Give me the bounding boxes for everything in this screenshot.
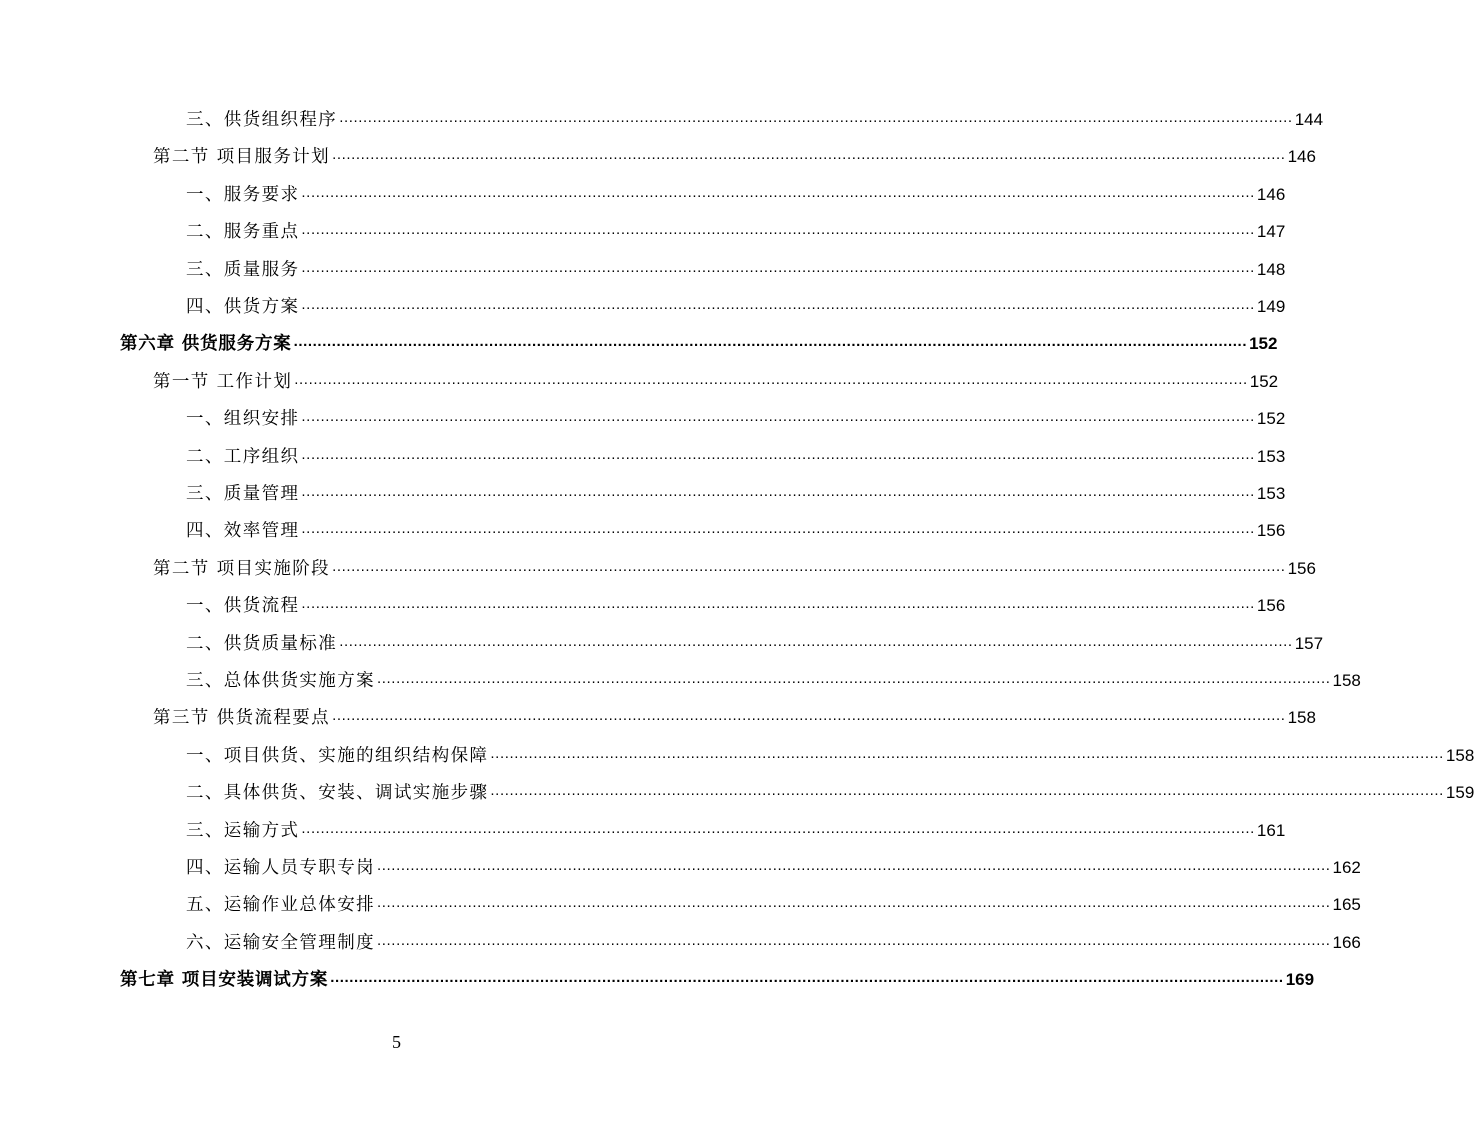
toc-entry-page: 149 — [1256, 297, 1286, 316]
toc-entry-title: 三、供货组织程序 — [186, 110, 338, 130]
toc-entry[interactable] — [153, 363, 1279, 393]
toc-entry-page: 153 — [1256, 484, 1286, 503]
toc-entry-title: 第二节 项目服务计划 — [153, 147, 331, 168]
toc-entry-page: 153 — [1256, 446, 1286, 466]
dot-leader: ........................................................................................................................................................................................................ — [339, 632, 1293, 650]
toc-entry-page: 148 — [1256, 259, 1286, 279]
toc-entry-page: 156 — [1287, 558, 1316, 578]
toc-entry-page: 146 — [1256, 184, 1286, 204]
toc-entry-page: 165 — [1332, 895, 1361, 915]
toc-entry[interactable] — [186, 101, 1324, 131]
toc-entry-page: 144 — [1294, 110, 1324, 129]
toc-entry-page: 152 — [1249, 334, 1278, 354]
toc-entry-title: 一、服务要求 — [186, 184, 300, 205]
toc-entry-title: 四、效率管理 — [186, 521, 300, 542]
toc-entry-page: 166 — [1332, 932, 1361, 952]
toc-entry-title: 第六章 供货服务方案 — [120, 334, 292, 355]
toc-entry[interactable] — [186, 886, 1361, 916]
dot-leader: ........................................................................................................................................................................................................ — [332, 146, 1286, 164]
dot-leader: ........................................................................................................................................................................................................ — [301, 258, 1255, 276]
toc-entry[interactable] — [186, 213, 1286, 243]
toc-entry-title: 四、运输人员专职专岗 — [186, 858, 375, 878]
dot-leader: ........................................................................................................................................................................................................ — [301, 183, 1255, 201]
toc-entry-page: 162 — [1332, 858, 1361, 877]
dot-leader: ........................................................................................................................................................................................................ — [301, 520, 1255, 538]
dot-leader: ........................................................................................................................................................................................................ — [301, 408, 1255, 426]
toc-entry-title: 二、工序组织 — [186, 446, 300, 467]
toc-entry-title: 第二节 项目实施阶段 — [153, 558, 331, 579]
toc-entry-title: 一、组织安排 — [186, 409, 300, 430]
dot-leader: ........................................................................................................................................................................................................ — [301, 221, 1255, 239]
toc-chapter-entry[interactable] — [120, 325, 1278, 355]
dot-leader: ........................................................................................................................................................................................................ — [301, 819, 1255, 837]
toc-chapter-entry[interactable] — [120, 961, 1315, 991]
toc-entry[interactable] — [186, 251, 1286, 281]
dot-leader: ........................................................................................................................................................................................................ — [301, 296, 1255, 313]
toc-entry-title: 四、供货方案 — [186, 297, 300, 317]
toc-entry-title: 二、具体供货、安装、调试实施步骤 — [186, 783, 489, 804]
toc-entry[interactable] — [186, 625, 1324, 655]
toc-entry[interactable] — [186, 737, 1474, 767]
toc-entry[interactable] — [186, 849, 1361, 879]
toc-entry[interactable] — [186, 400, 1286, 430]
toc-entry-title: 第一节 工作计划 — [153, 371, 293, 392]
toc-entry-title: 二、供货质量标准 — [186, 633, 338, 654]
toc-entry[interactable] — [186, 475, 1286, 505]
toc-entry-title: 三、运输方式 — [186, 820, 300, 841]
dot-leader: ........................................................................................................................................................................................................ — [301, 445, 1255, 463]
toc-entry-title: 五、运输作业总体安排 — [186, 895, 375, 916]
toc-entry-title: 第七章 项目安装调试方案 — [120, 970, 329, 991]
dot-leader: ........................................................................................................................................................................................................ — [490, 782, 1444, 800]
dot-leader: ........................................................................................................................................................................................................ — [377, 894, 1331, 912]
toc-entry-title: 第三节 供货流程要点 — [153, 708, 331, 729]
toc-entry[interactable] — [186, 288, 1286, 318]
toc-entry-page: 169 — [1285, 970, 1315, 990]
dot-leader: ........................................................................................................................................................................................................ — [377, 931, 1331, 949]
toc-entry-page: 159 — [1445, 783, 1474, 803]
toc-entry[interactable] — [153, 550, 1316, 580]
dot-leader: ........................................................................................................................................................................................................ — [301, 483, 1255, 500]
toc-entry[interactable] — [153, 699, 1316, 729]
dot-leader: ........................................................................................................................................................................................................ — [377, 857, 1331, 874]
toc-entry[interactable] — [186, 176, 1286, 206]
page-number: 5 — [392, 1032, 401, 1052]
dot-leader: ........................................................................................................................................................................................................ — [301, 595, 1255, 613]
toc-entry-title: 一、项目供货、实施的组织结构保障 — [186, 745, 489, 766]
dot-leader: ........................................................................................................................................................................................................ — [377, 670, 1331, 687]
toc-entry-page: 147 — [1256, 222, 1286, 242]
toc-entry-page: 156 — [1256, 596, 1286, 616]
toc-entry-page: 157 — [1294, 633, 1324, 653]
toc-entry-title: 三、总体供货实施方案 — [186, 671, 375, 691]
toc-entry-title: 三、质量管理 — [186, 484, 300, 504]
dot-leader: ........................................................................................................................................................................................................ — [294, 370, 1248, 388]
toc-entry[interactable] — [186, 774, 1474, 804]
dot-leader: ........................................................................................................................................................................................................ — [339, 109, 1293, 126]
toc-entry[interactable] — [186, 662, 1361, 692]
toc-entry[interactable] — [186, 812, 1286, 842]
toc-entry[interactable] — [186, 587, 1286, 617]
toc-entry[interactable] — [186, 924, 1361, 954]
toc-entry-page: 161 — [1256, 820, 1286, 840]
dot-leader: ........................................................................................................................................................................................................ — [332, 707, 1286, 725]
dot-leader: ........................................................................................................................................................................................................ — [293, 333, 1248, 351]
dot-leader: ........................................................................................................................................................................................................ — [330, 969, 1284, 987]
toc-entry[interactable] — [186, 512, 1286, 542]
toc-entry-page: 158 — [1287, 708, 1316, 728]
dot-leader: ........................................................................................................................................................................................................ — [332, 557, 1286, 575]
toc-entry-title: 六、运输安全管理制度 — [186, 932, 375, 953]
toc-entry-page: 152 — [1256, 409, 1286, 429]
toc-entry-title: 一、供货流程 — [186, 596, 300, 617]
toc-entry-page: 158 — [1445, 745, 1474, 765]
toc-entry[interactable] — [186, 438, 1286, 468]
dot-leader: ........................................................................................................................................................................................................ — [490, 744, 1444, 762]
toc-entry-page: 152 — [1249, 371, 1279, 391]
toc-entry-page: 158 — [1332, 671, 1361, 690]
toc-entry-title: 二、服务重点 — [186, 222, 300, 243]
toc-entry-title: 三、质量服务 — [186, 259, 300, 280]
toc-entry[interactable] — [153, 138, 1316, 168]
toc-entry-page: 146 — [1287, 147, 1316, 167]
toc-entry-page: 156 — [1256, 521, 1286, 541]
